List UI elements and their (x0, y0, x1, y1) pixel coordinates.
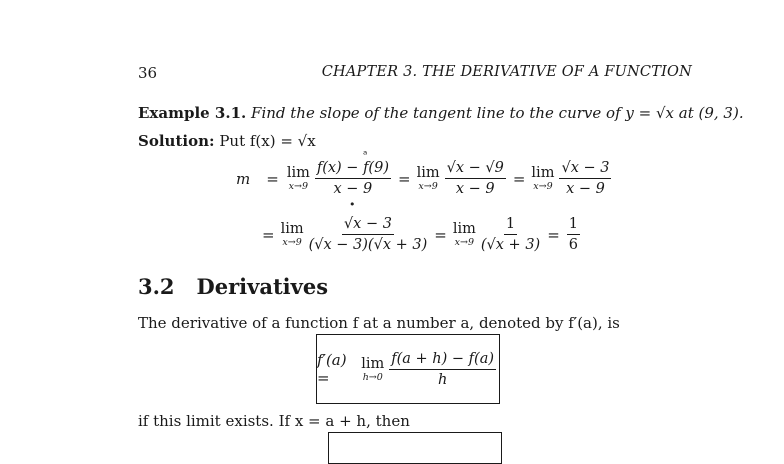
fraction (309, 216, 428, 253)
fraction (445, 160, 506, 197)
fraction-denominator: x − 9 (455, 181, 495, 197)
fraction (389, 351, 496, 388)
lim-subscript: x→9 (288, 181, 309, 192)
lim-word: lim (416, 165, 440, 181)
slope-symbol: m (236, 169, 251, 188)
lim-word: lim (361, 355, 385, 372)
limit-operator (453, 221, 476, 248)
equals-sign: = (397, 169, 411, 188)
section-title: Derivatives (196, 274, 329, 299)
fraction-denominator: x − 9 (333, 181, 373, 197)
fraction-denominator: h (437, 371, 448, 388)
limit-operator (281, 221, 304, 248)
fraction-numerator: f(a + h) − f(a) (389, 351, 496, 370)
equation-row-1 (236, 160, 614, 197)
fraction-denominator: x − 9 (566, 181, 605, 197)
fraction-denominator: (√x − 3)(√x + 3) (308, 237, 428, 253)
second-boxed-formula (328, 432, 502, 464)
fraction (559, 160, 611, 197)
lim-subscript: x→9 (418, 181, 438, 192)
running-head: CHAPTER 3. THE DERIVATIVE OF A FUNCTION (321, 64, 692, 80)
fraction (481, 216, 540, 253)
section-number: 3.2 (138, 274, 175, 299)
fraction-denominator: (√x + 3) (480, 237, 541, 253)
limit-operator (361, 356, 384, 383)
equals-sign: = (262, 225, 275, 244)
lim-word: lim (452, 221, 476, 237)
page-number: 36 (138, 64, 158, 82)
limit-operator (531, 165, 554, 192)
definition-text: The derivative of a function f at a number a, denoted by f′(a), is (138, 314, 620, 332)
lim-word: lim (531, 165, 555, 181)
equals-sign: = (434, 225, 447, 244)
pencil-mark: ᵃ (363, 148, 368, 161)
section-heading (138, 274, 328, 299)
example-label: Example 3.1. (138, 104, 247, 122)
fraction-numerator: √x − √9 (445, 160, 506, 179)
result-denominator: 6 (568, 237, 579, 253)
fraction (315, 160, 391, 197)
example-text: Find the slope of the tangent line to the curve of y = √x at (9, 3). (251, 104, 744, 122)
example-line (138, 104, 744, 122)
footer-text: if this limit exists. If x = a + h, then (138, 412, 410, 430)
limit-operator (287, 165, 310, 192)
fraction-numerator: 1 (504, 216, 517, 235)
solution-label: Solution: (138, 132, 215, 150)
equals-sign: = (547, 225, 560, 244)
fraction-numerator: √x − 3 (559, 160, 611, 179)
equals-sign: = (266, 169, 279, 188)
lim-word: lim (286, 165, 310, 181)
equals-sign: = (512, 169, 526, 188)
solution-text: Put f(x) = √x (219, 132, 316, 150)
result-fraction (567, 216, 580, 253)
formula-lhs: f′(a) = (317, 351, 347, 387)
boxed-derivative-formula (316, 334, 500, 404)
solution-line (138, 132, 316, 150)
pencil-mark: • (349, 198, 356, 211)
fraction-numerator: √x − 3 (342, 216, 394, 235)
lim-subscript: x→9 (282, 237, 302, 248)
lim-subscript: x→9 (533, 181, 553, 192)
lim-subscript: x→9 (454, 237, 475, 248)
fraction-numerator: f(x) − f(9) (315, 160, 391, 179)
limit-operator (417, 165, 440, 192)
result-numerator: 1 (567, 216, 580, 235)
lim-word: lim (280, 221, 304, 237)
equation-row-2 (262, 216, 583, 253)
lim-subscript: h→0 (362, 371, 383, 383)
